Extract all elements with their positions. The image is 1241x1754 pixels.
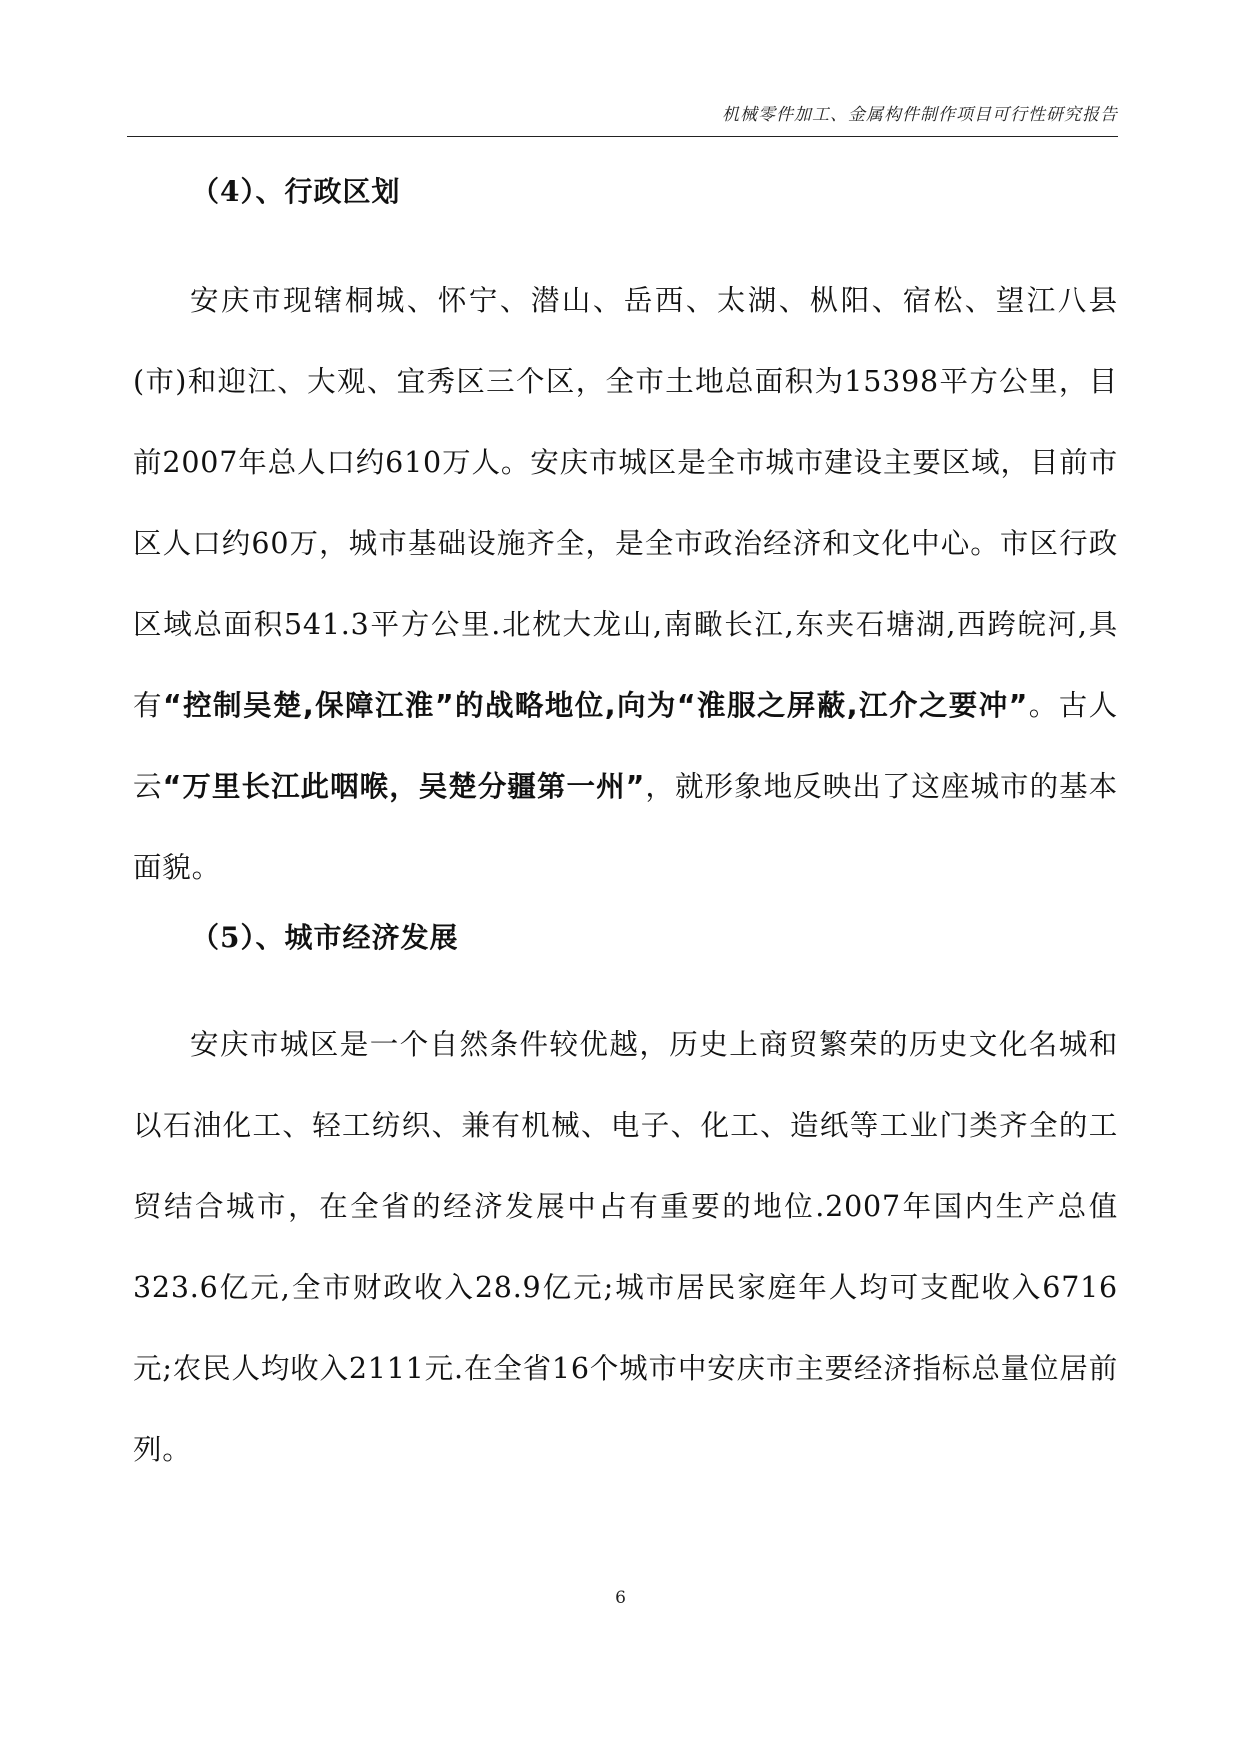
running-header: 机械零件加工、金属构件制作项目可行性研究报告: [722, 105, 1118, 125]
paragraph-administrative-divisions: [133, 260, 1118, 908]
section-heading-administrative-divisions: （4）、行政区划: [191, 175, 401, 208]
paragraph-text: 。古人云: [133, 689, 1118, 803]
emphasized-quote-strategic-position: “控制吴楚,保障江淮”的战略地位,向为“淮服之屏蔽,江介之要冲”: [162, 689, 1029, 722]
page-content: [133, 160, 1118, 1490]
page-number: 6: [615, 1588, 626, 1608]
paragraph-urban-economy: 安庆市城区是一个自然条件较优越，历史上商贸繁荣的历史文化名城和以石油化工、轻工纺织、兼有机械、电子、化工、造纸等工业门类齐全的工贸结合城市，在全省的经济发展中占有重要的地位.2007年国内生产总值323.6亿元,全市财政收入28.9亿元;城市居民家庭年人均可支配收入6716元;农民人均收入2111元.在全省16个城市中安庆市主要经济指标总量位居前列。: [133, 1028, 1118, 1466]
emphasized-quote-poem: “万里长江此咽喉，吴楚分疆第一州”: [162, 770, 646, 803]
paragraph-text: 安庆市现辖桐城、怀宁、潜山、岳西、太湖、枞阳、宿松、望江八县(市)和迎江、大观、宜秀区三个区，全市土地总面积为15398平方公里，目前2007年总人口约610万人。安庆市城区是全市城市建设主要区域，目前市区人口约60万，城市基础设施齐全，是全市政治经济和文化中心。市区行政区域总面积541.3平方公里.北枕大龙山,南瞰长江,东夹石塘湖,西跨皖河,具有: [133, 284, 1118, 722]
header-rule: [127, 136, 1118, 137]
paragraph-text: ，就形象地反映出了这座城市的基本面貌。: [133, 770, 1118, 884]
section-heading-urban-economy: （5）、城市经济发展: [191, 921, 459, 954]
